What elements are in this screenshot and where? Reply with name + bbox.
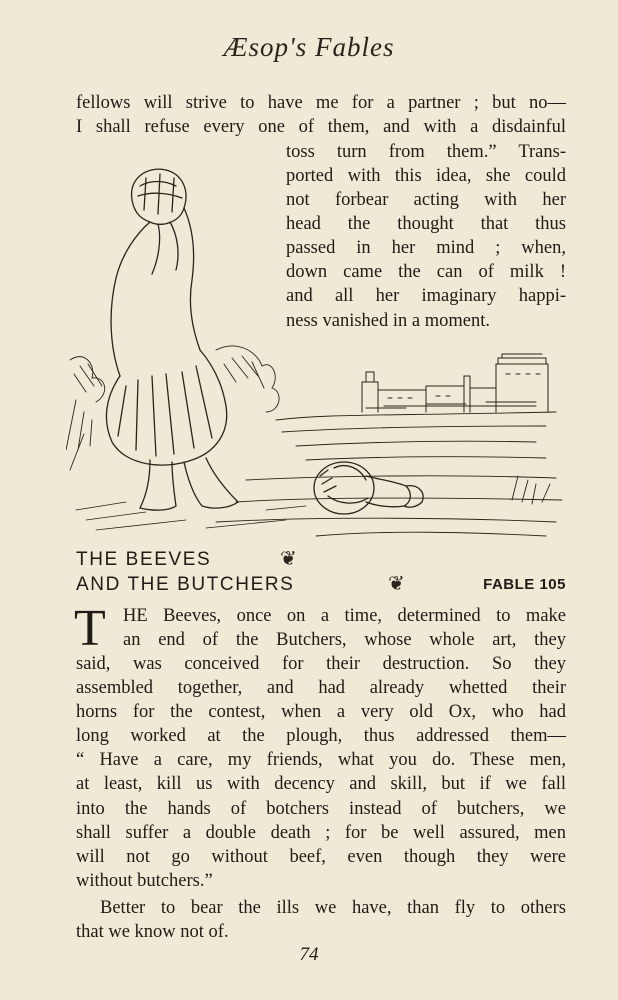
fable-line-7: “ Have a care, my friends, what you do. These men, [76,750,566,770]
column-line-7: and all her imaginary happi- [286,286,566,306]
fable-line-3: said, was conceived for their destruction. So they [76,654,566,674]
fable-title-line-2: AND THE BUTCHERS [76,574,295,595]
milkmaid-figure [106,169,238,510]
fable-line-4: assembled together, and had already whetted their [76,678,566,698]
column-line-3: not forbear acting with her [286,190,566,210]
column-line-5: passed in her mind ; when, [286,238,566,258]
fleuron-ornament-icon: ❦ [280,548,297,570]
running-head: Æsop's Fables [223,32,395,62]
landscape-lines [216,412,562,536]
page-number: 74 [299,944,319,965]
column-line-1: toss turn from them.” Trans- [286,142,566,162]
fable-line-11: will not go without beef, even though they were [76,847,566,867]
milkmaid-illustration [66,150,566,540]
fable-line-12: without butchers.” [76,871,213,891]
moral-line-2: that we know not of. [76,922,229,942]
spilled-milk-can [314,462,423,514]
column-line-8: ness vanished in a moment. [286,311,490,331]
column-line-4: head the thought that thus [286,214,566,234]
ground-hatching [76,502,306,530]
distant-town [362,354,548,412]
column-line-2: ported with this idea, she could [286,166,566,186]
fleuron-ornament-icon: ❦ [388,573,405,595]
fable-title-line-1: THE BEEVES [76,549,212,570]
column-line-6: down came the can of milk ! [286,262,566,282]
fable-line-9: into the hands of botchers instead of butchers, we [76,799,566,819]
fable-line-1: HE Beeves, once on a time, determined to make [123,606,566,626]
drop-cap: T [74,600,106,657]
foliage [66,346,550,504]
fable-line-5: horns for the contest, when a very old Ox, who had [76,702,566,722]
fable-line-10: shall suffer a double death ; for be well assured, men [76,823,566,843]
continuation-line-2: I shall refuse every one of them, and with a disdainful [76,117,566,137]
continuation-line-1: fellows will strive to have me for a partner ; but no— [76,93,566,113]
fable-line-8: at least, kill us with decency and skill, but if we fall [76,774,566,794]
fable-line-2: an end of the Butchers, whose whole art, they [123,630,566,650]
fable-line-6: long worked at the plough, thus addressed them— [76,726,566,746]
moral-line-1: Better to bear the ills we have, than fly to others [100,898,566,918]
fable-number: FABLE 105 [483,576,566,593]
